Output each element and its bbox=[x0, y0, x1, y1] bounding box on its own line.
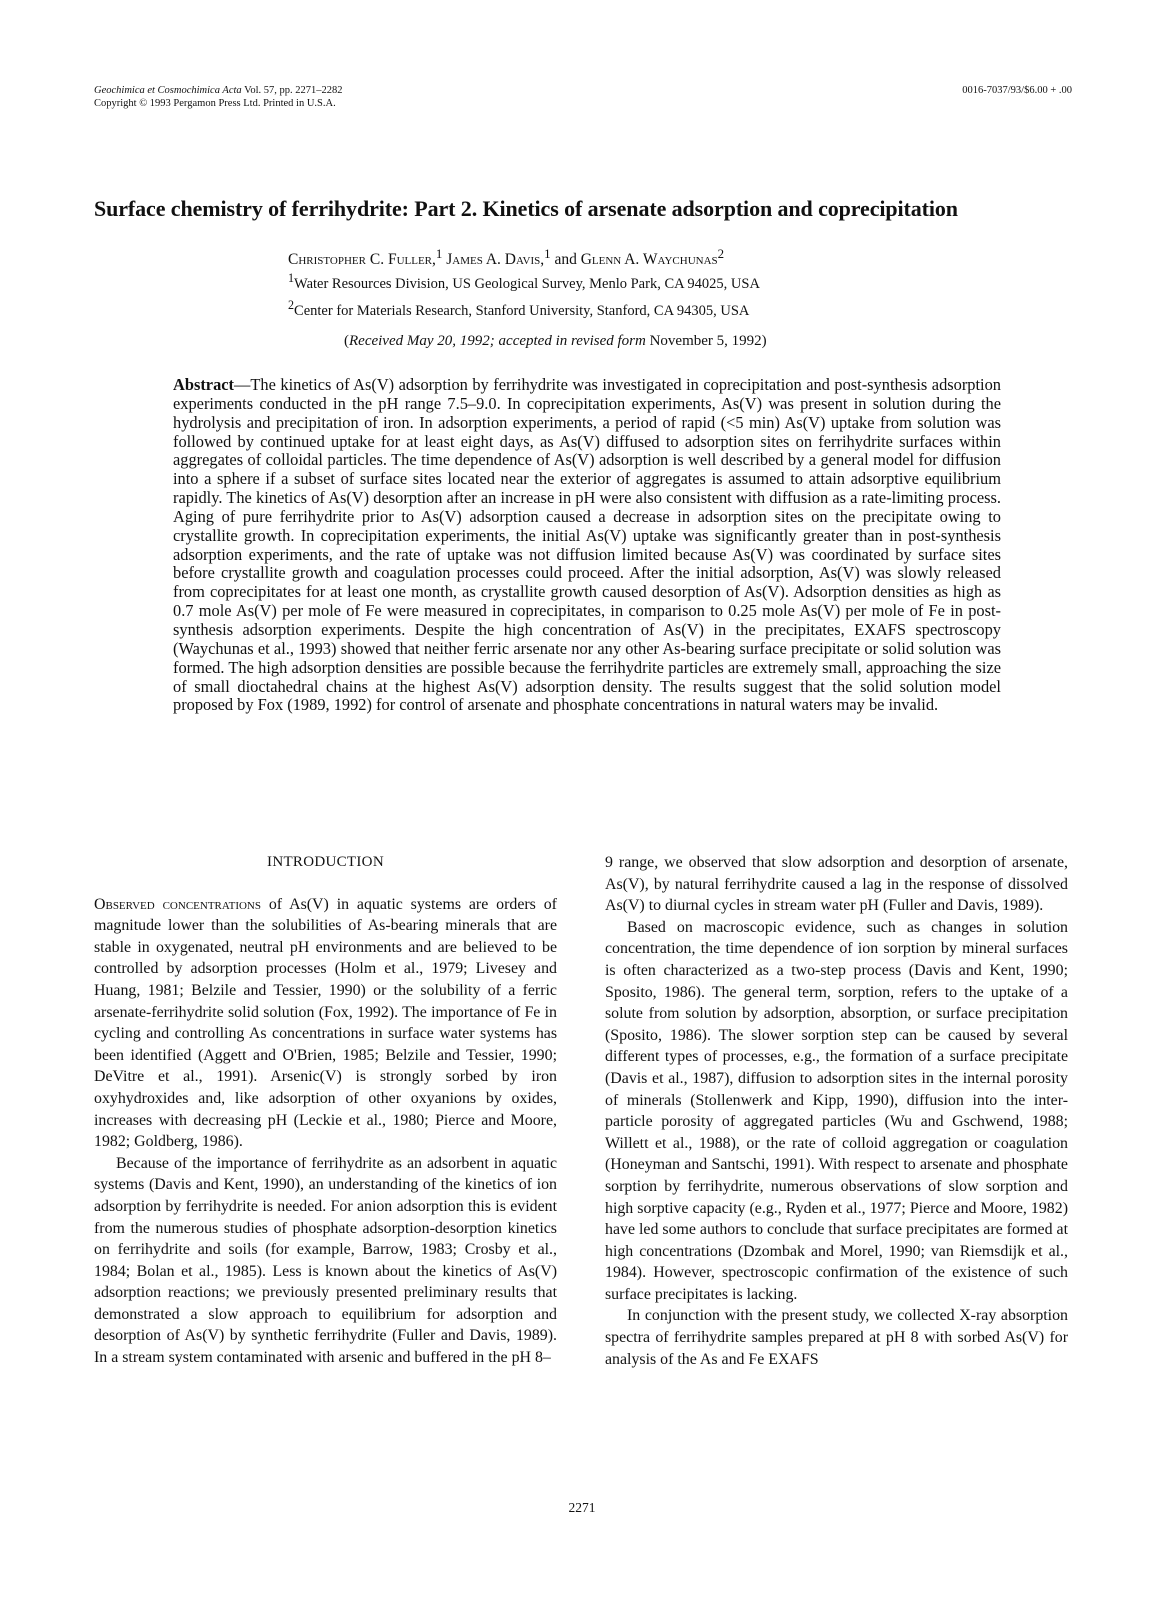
affiliation-1 bbox=[288, 268, 908, 295]
affiliation-1-mark: 1 bbox=[288, 271, 295, 285]
received-open: ( bbox=[344, 333, 349, 349]
affiliation-2 bbox=[288, 295, 908, 322]
intro-paragraph-2: Because of the importance of ferrihydrite as an adsorbent in aquatic systems (Davis and Kent, 1990), an understanding of the kinetics of ion adsorption by ferrihydrite is needed. For anion adsorption this is evident from the numerous studies of phosphate adsorption-desorption kinetics on ferrihydrite and soils (for example, Barrow, 1983; Crosby et al., 1984; Bolan et al., 1985). Less is known about the kinetics of As(V) adsorption reactions; we previously presented preliminary results that demonstrated a slow approach to equilibrium for adsorption and desorption of As(V) by synthetic ferrihydrite (Fuller and Davis, 1989). In a stream system contaminated with arsenic and buffered in the pH 8– bbox=[94, 1154, 557, 1367]
abstract-heading: Abstract bbox=[173, 375, 234, 394]
volume-pages: Vol. 57, pp. 2271–2282 bbox=[241, 85, 343, 96]
right-column bbox=[605, 852, 1068, 1370]
affiliation-2-mark: 2 bbox=[288, 297, 295, 312]
accepted-label: accepted in revised form bbox=[498, 333, 646, 349]
intro-paragraph-4: In conjunction with the present study, we collected X-ray absorption spectra of ferrihydrite samples prepared at pH 8 with sorbed As(V) for analysis of the As and Fe EXAFS bbox=[605, 1307, 1068, 1368]
article-title: Surface chemistry of ferrihydrite: Part 2. Kinetics of arsenate adsorption and coprecipitation bbox=[94, 196, 958, 221]
author-waychunas-affil: 2 bbox=[717, 246, 725, 261]
intro-paragraph-2-continued: 9 range, we observed that slow adsorption and desorption of arsenate, As(V), by natural ferrihydrite caused a lag in the response of dissolved As(V) to diurnal cycles in stream water pH (Fuller and Davis, 1989). bbox=[605, 854, 1068, 915]
received-date: May 20, 1992; bbox=[403, 333, 499, 349]
author-fuller-affil: 1 bbox=[435, 246, 443, 261]
page-number: 2271 bbox=[568, 1500, 596, 1515]
author-davis: James A. Davis, bbox=[442, 251, 545, 269]
article-code: 0016-7037/93/$6.00 + .00 bbox=[962, 85, 1072, 96]
journal-citation bbox=[94, 84, 343, 97]
section-heading-introduction: INTRODUCTION bbox=[267, 854, 384, 870]
author-list bbox=[288, 244, 908, 270]
intro-paragraph-3: Based on macroscopic evidence, such as changes in solution concentration, the time dependence of ion sorption by mineral surfaces is often characterized as a two-step process (Davis and Kent, 1990; Sposito, 1986). The general term, sorption, refers to the uptake of a solute from solution by adsorption, absorption, or surface precipitation (Sposito, 1986). The slower sorption step can be caused by several different types of processes, e.g., the formation of a surface precipitate (Davis et al., 1987), diffusion to adsorption sites in the internal porosity of minerals (Stollenwerk and Kipp, 1990), diffusion into the inter-particle porosity of aggregated particles (Wu and Gschwend, 1988; Willett et al., 1988), or the rate of colloid aggregation or coagulation (Honeyman and Santschi, 1991). With respect to arsenate and phosphate sorption by ferrihydrite, numerous observations of slow sorption and high sorptive capacity (e.g., Ryden et al., 1977; Pierce and Moore, 1982) have led some authors to conclude that surface precipitates are formed at high concentrations (Dzombak and Morel, 1990; van Riemsdijk et al., 1984). However, spectroscopic confirmation of the existence of such surface precipitates is lacking. bbox=[605, 918, 1068, 1303]
received-label: Received bbox=[349, 333, 404, 349]
accepted-date: November 5, 1992) bbox=[645, 333, 767, 349]
abstract bbox=[173, 376, 1001, 715]
abstract-text: —The kinetics of As(V) adsorption by ferrihydrite was investigated in coprecipitation and post-synthesis adsorption experiments conducted in the pH range 7.5–9.0. In coprecipitation experiments, As(V) was present in solution during the hydrolysis and precipitation of iron. In adsorption experiments, a period of rapid (<5 min) As(V) uptake from solution was followed by continued uptake for at least eight days, as As(V) diffused to adsorption sites on ferrihydrite surfaces within aggregates of colloidal particles. The time dependence of As(V) adsorption is well described by a general model for diffusion into a sphere if a subset of surface sites located near the exterior of aggregates is assumed to attain adsorptive equilibrium rapidly. The kinetics of As(V) desorption after an increase in pH were also consistent with diffusion as a rate-limiting process. Aging of pure ferrihydrite prior to As(V) adsorption caused a decrease in adsorption sites on the precipitate owing to crystallite growth. In coprecipitation experiments, the initial As(V) uptake was significantly greater than in post-synthesis adsorption experiments, and the rate of uptake was not diffusion limited because As(V) was coordinated by surface sites before crystallite growth and coagulation processes could proceed. After the initial adsorption, As(V) was slowly released from coprecipitates for at least one month, as crystallite growth caused desorption of As(V). Adsorption densities as high as 0.7 mole As(V) per mole of Fe were measured in coprecipitates, in comparison to 0.25 mole As(V) per mole of Fe in post-synthesis adsorption experiments. Despite the high concentration of As(V) in the precipitates, EXAFS spectroscopy (Waychunas et al., 1993) showed that neither ferric arsenate nor any other As-bearing surface precipitate or solid solution was formed. The high adsorption densities are possible because the ferrihydrite particles are extremely small, approaching the size of small dioctahedral chains at the highest As(V) adsorption density. The results suggest that the solid solution model proposed by Fox (1989, 1992) for control of arsenate and phosphate concentrations in natural waters may be invalid. bbox=[173, 375, 1001, 715]
copyright-line: Copyright © 1993 Pergamon Press Ltd. Printed in U.S.A. bbox=[94, 98, 336, 109]
author-waychunas: Glenn A. Waychunas bbox=[580, 251, 718, 269]
affiliation-1-text: Water Resources Division, US Geological Survey, Menlo Park, CA 94025, USA bbox=[294, 275, 760, 292]
author-fuller: Christopher C. Fuller, bbox=[288, 251, 436, 269]
author-and: and bbox=[550, 251, 581, 269]
affiliation-2-text: Center for Materials Research, Stanford University, Stanford, CA 94305, USA bbox=[294, 302, 750, 319]
affiliations bbox=[288, 268, 908, 322]
journal-name: Geochimica et Cosmochimica Acta bbox=[94, 85, 242, 96]
author-davis-affil: 1 bbox=[544, 246, 551, 261]
running-header-left bbox=[94, 84, 343, 110]
intro-lead-in: Observed concentrations bbox=[94, 895, 261, 913]
left-column bbox=[94, 852, 557, 1369]
intro-paragraph-1-text: of As(V) in aquatic systems are orders of magnitude lower than the solubilities of As-bearing minerals that are stable in oxygenated, neutral pH environments and are believed to be controlled by adsorption processes (Holm et al., 1979; Livesey and Huang, 1981; Belzile and Tessier, 1990) or the solubility of a ferric arsenate-ferrihydrite solid solution (Fox, 1992). The importance of Fe in cycling and controlling As concentrations in surface water systems has been identified (Aggett and O'Brien, 1985; Belzile and Tessier, 1990; DeVitre et al., 1991). Arsenic(V) is strongly sorbed by iron oxyhydroxides and, like adsorption of other oxyanions by oxides, increases with decreasing pH (Leckie et al., 1980; Pierce and Moore, 1982; Goldberg, 1986). bbox=[94, 895, 557, 1151]
intro-paragraph-1 bbox=[94, 894, 557, 1153]
received-dates bbox=[344, 331, 844, 351]
